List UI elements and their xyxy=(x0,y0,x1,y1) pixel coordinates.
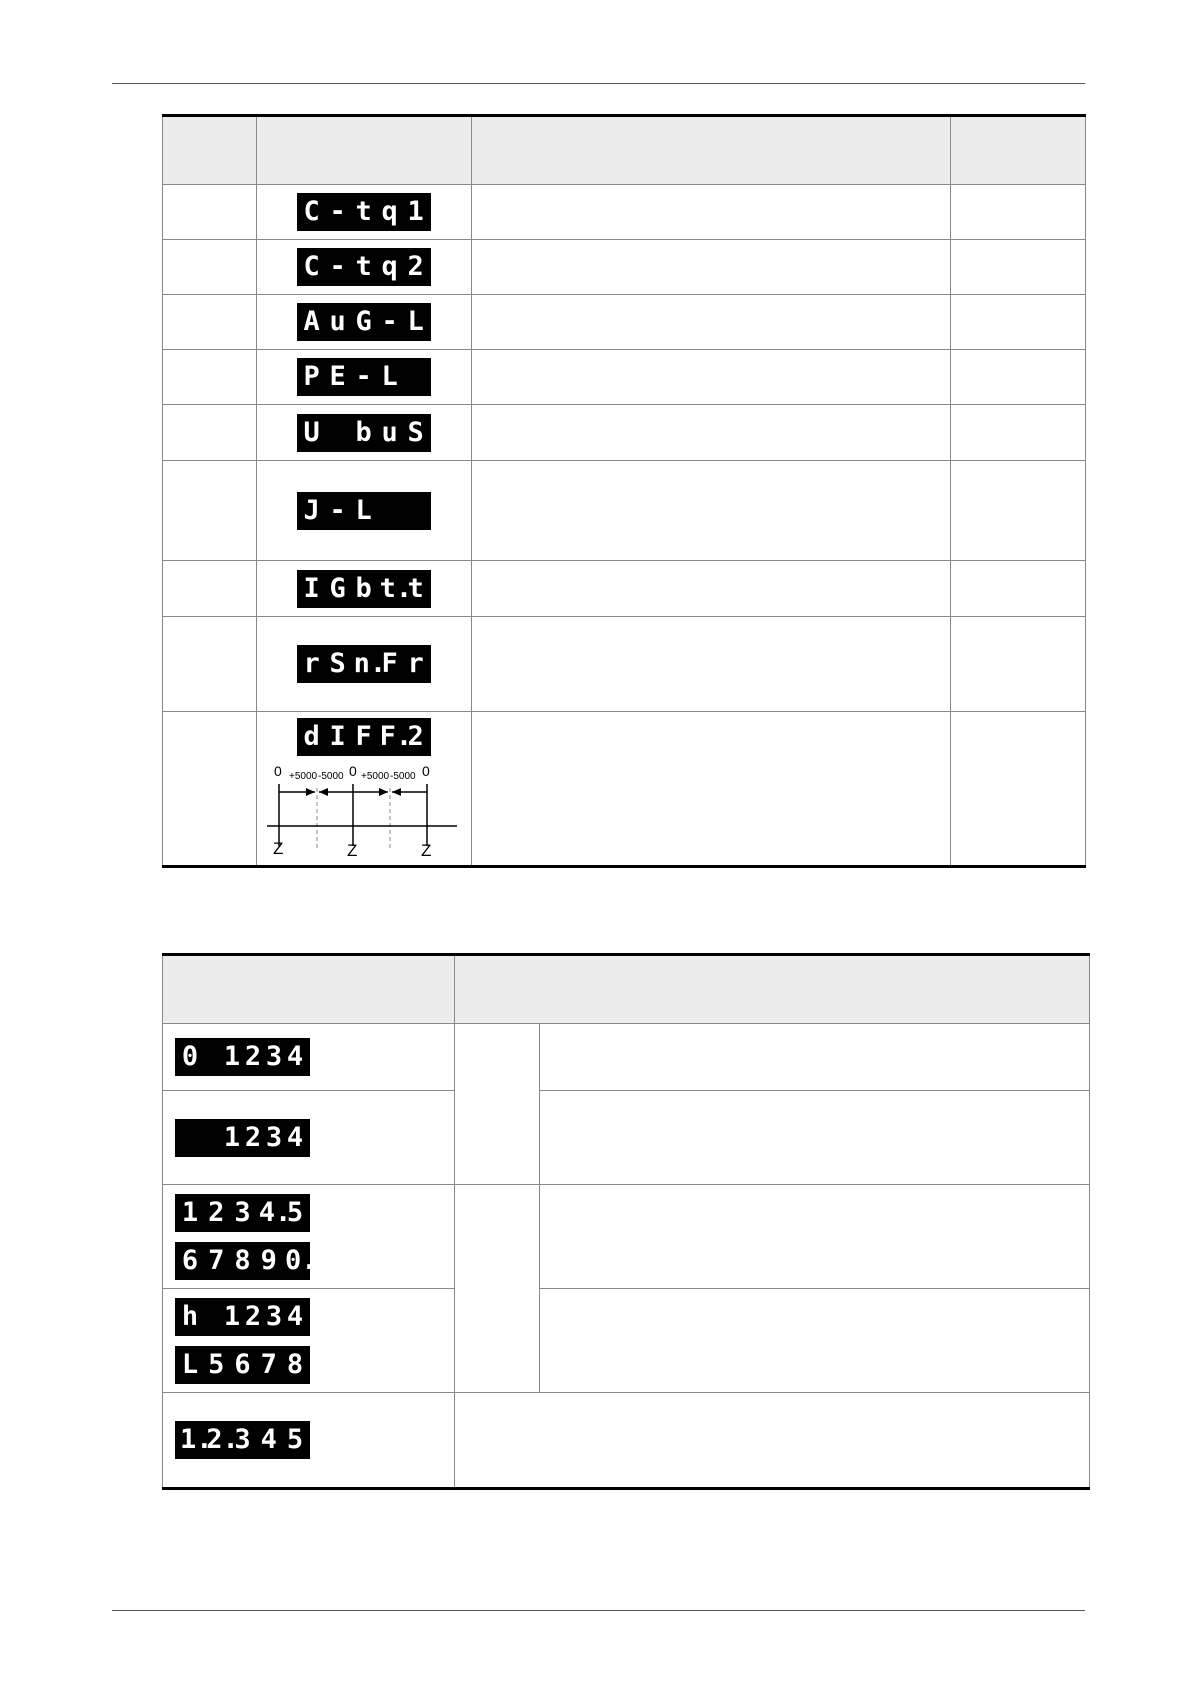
z-label: Z xyxy=(420,841,431,858)
lcd-display: r S n. F r xyxy=(297,645,431,683)
lcd-display: d I F F. 2 xyxy=(297,718,431,756)
table-row xyxy=(163,461,1086,561)
lcd-display: J - L xyxy=(297,492,431,530)
lcd-display: I G b t. t xyxy=(297,570,431,608)
table-row xyxy=(163,1091,1090,1185)
offset-label: -5000 xyxy=(317,771,344,782)
lcd-display: U b u S xyxy=(297,414,431,452)
lcd-display: 1 2 3 4. 5 xyxy=(175,1194,310,1232)
table-header-row xyxy=(163,116,1086,185)
header-rule xyxy=(112,83,1085,84)
table-row xyxy=(163,240,1086,295)
lcd-display: h 1 2 3 4 xyxy=(175,1298,310,1336)
monitor-code-table xyxy=(162,114,1086,868)
lcd-display: 6 7 8 9 0. xyxy=(175,1242,310,1280)
z-label: Z xyxy=(272,839,283,858)
lcd-display: A u G - L xyxy=(297,303,431,341)
lcd-display: C - t q 1 xyxy=(297,193,431,231)
z-pulse-offset-diagram xyxy=(259,758,469,858)
table-row xyxy=(163,405,1086,461)
header-cell xyxy=(455,955,1090,1024)
lcd-display: C - t q 2 xyxy=(297,248,431,286)
table-row xyxy=(163,295,1086,350)
header-cell xyxy=(951,116,1086,185)
header-cell xyxy=(471,116,951,185)
offset-label: +5000 xyxy=(360,771,389,782)
table-row xyxy=(163,617,1086,712)
table-row xyxy=(163,1024,1090,1091)
table-row xyxy=(163,185,1086,240)
lcd-display: P E - L xyxy=(297,358,431,396)
table-header-row xyxy=(163,955,1090,1024)
table-row xyxy=(163,1185,1090,1289)
table-row xyxy=(163,712,1086,867)
lcd-display: 1 2 3 4 xyxy=(175,1119,310,1157)
table-row xyxy=(163,561,1086,617)
lcd-display: 0 1 2 3 4 xyxy=(175,1038,310,1076)
header-cell xyxy=(163,116,257,185)
offset-label: -5000 xyxy=(389,771,416,782)
zero-label: 0 xyxy=(348,763,357,779)
table-row xyxy=(163,1393,1090,1489)
header-cell xyxy=(163,955,455,1024)
header-cell xyxy=(256,116,471,185)
table-row xyxy=(163,1289,1090,1393)
display-format-table xyxy=(162,953,1090,1490)
footer-rule xyxy=(112,1610,1085,1611)
table-row xyxy=(163,350,1086,405)
z-label: Z xyxy=(346,841,357,858)
zero-label: 0 xyxy=(273,763,282,779)
zero-label: 0 xyxy=(421,763,430,779)
lcd-display: 1. 2. 3 4 5 xyxy=(175,1421,310,1459)
offset-label: +5000 xyxy=(288,771,317,782)
lcd-display: L 5 6 7 8 xyxy=(175,1346,310,1384)
